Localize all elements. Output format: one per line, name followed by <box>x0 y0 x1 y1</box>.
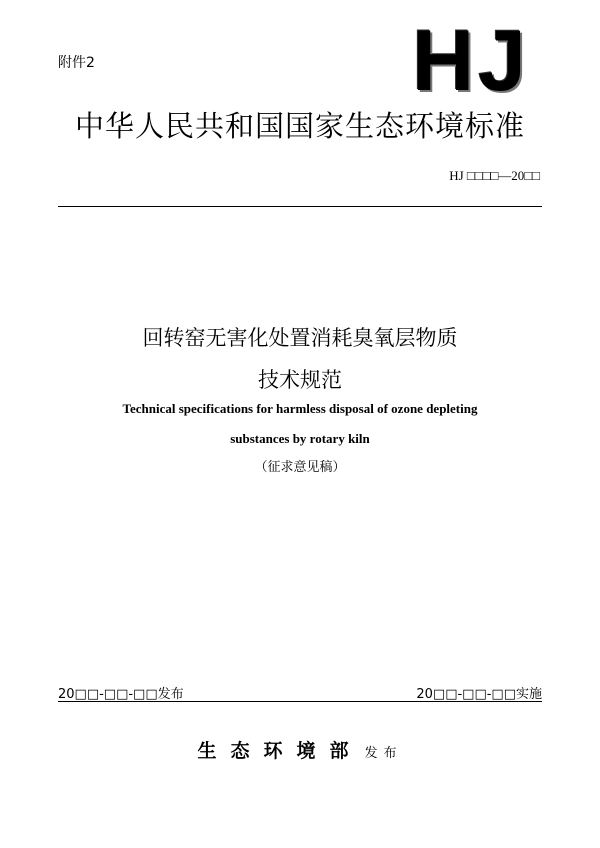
draft-label: （征求意见稿） <box>254 460 346 475</box>
implementation-date: 20□□-□□-□□实施 <box>416 687 542 702</box>
issuer-name: 生态环境部 <box>197 740 363 762</box>
top-divider <box>58 206 542 207</box>
attachment-label: 附件2 <box>58 55 95 71</box>
issue-date: 20□□-□□-□□发布 <box>58 687 184 702</box>
document-title-en-line2: substances by rotary kiln <box>230 431 370 446</box>
standard-code: HJ □□□□—20□□ <box>449 168 540 183</box>
hj-logo: HJ <box>412 13 530 109</box>
document-title-cn-line2: 技术规范 <box>258 368 342 392</box>
bottom-divider <box>58 701 542 702</box>
standard-title: 中华人民共和国国家生态环境标准 <box>74 109 525 143</box>
document-title-en-line1: Technical specifications for harmless disposal of ozone depleting <box>122 401 478 416</box>
issue-word: 发布 <box>364 746 403 761</box>
document-title-cn-line1: 回转窑无害化处置消耗臭氧层物质 <box>142 326 458 350</box>
issuer-line <box>0 736 600 763</box>
